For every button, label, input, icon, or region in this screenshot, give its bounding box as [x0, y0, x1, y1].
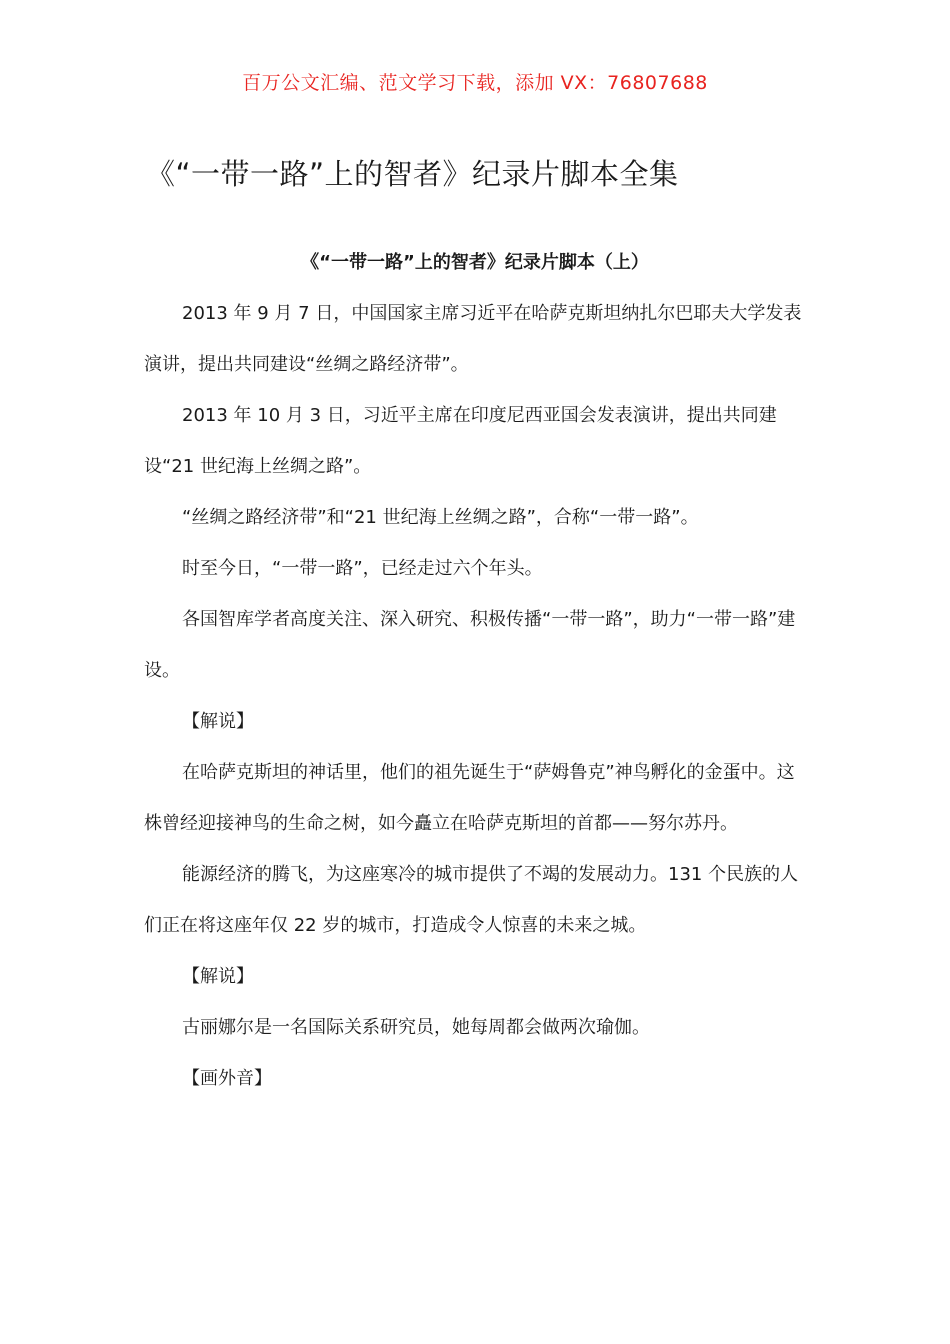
paragraph: 时至今日，“一带一路”，已经走过六个年头。 — [182, 558, 543, 579]
narration-label: 【解说】 — [182, 966, 254, 987]
document-title: 《“一带一路”上的智者》纪录片脚本全集 — [146, 157, 679, 191]
paragraph: 2013 年 10 月 3 日，习近平主席在印度尼西亚国会发表演讲，提出共同建设“21 世纪海上丝绸之路”。 — [144, 405, 777, 477]
voiceover-label: 【画外音】 — [182, 1068, 272, 1089]
section-title: 《“一带一路”上的智者》纪录片脚本（上） — [301, 252, 649, 273]
paragraph: 在哈萨克斯坦的神话里，他们的祖先诞生于“萨姆鲁克”神鸟孵化的金蛋中。这株曾经迎接神鸟的生命之树，如今矗立在哈萨克斯坦的首都——努尔苏丹。 — [144, 762, 795, 834]
narration-label: 【解说】 — [182, 711, 254, 732]
paragraph: 能源经济的腾飞，为这座寒冷的城市提供了不竭的发展动力。131 个民族的人们正在将这座年仅 22 岁的城市，打造成令人惊喜的未来之城。 — [144, 864, 799, 936]
paragraph: 古丽娜尔是一名国际关系研究员，她每周都会做两次瑜伽。 — [182, 1017, 650, 1038]
promo-banner: 百万公文汇编、范文学习下载，添加 VX：76807688 — [242, 72, 708, 94]
paragraph: 2013 年 9 月 7 日，中国国家主席习近平在哈萨克斯坦纳扎尔巴耶夫大学发表演讲，提出共同建设“丝绸之路经济带”。 — [144, 303, 802, 375]
paragraph: 各国智库学者高度关注、深入研究、积极传播“一带一路”，助力“一带一路”建设。 — [144, 609, 796, 681]
paragraph: “丝绸之路经济带”和“21 世纪海上丝绸之路”，合称“一带一路”。 — [182, 507, 699, 528]
document-body — [144, 288, 806, 1104]
